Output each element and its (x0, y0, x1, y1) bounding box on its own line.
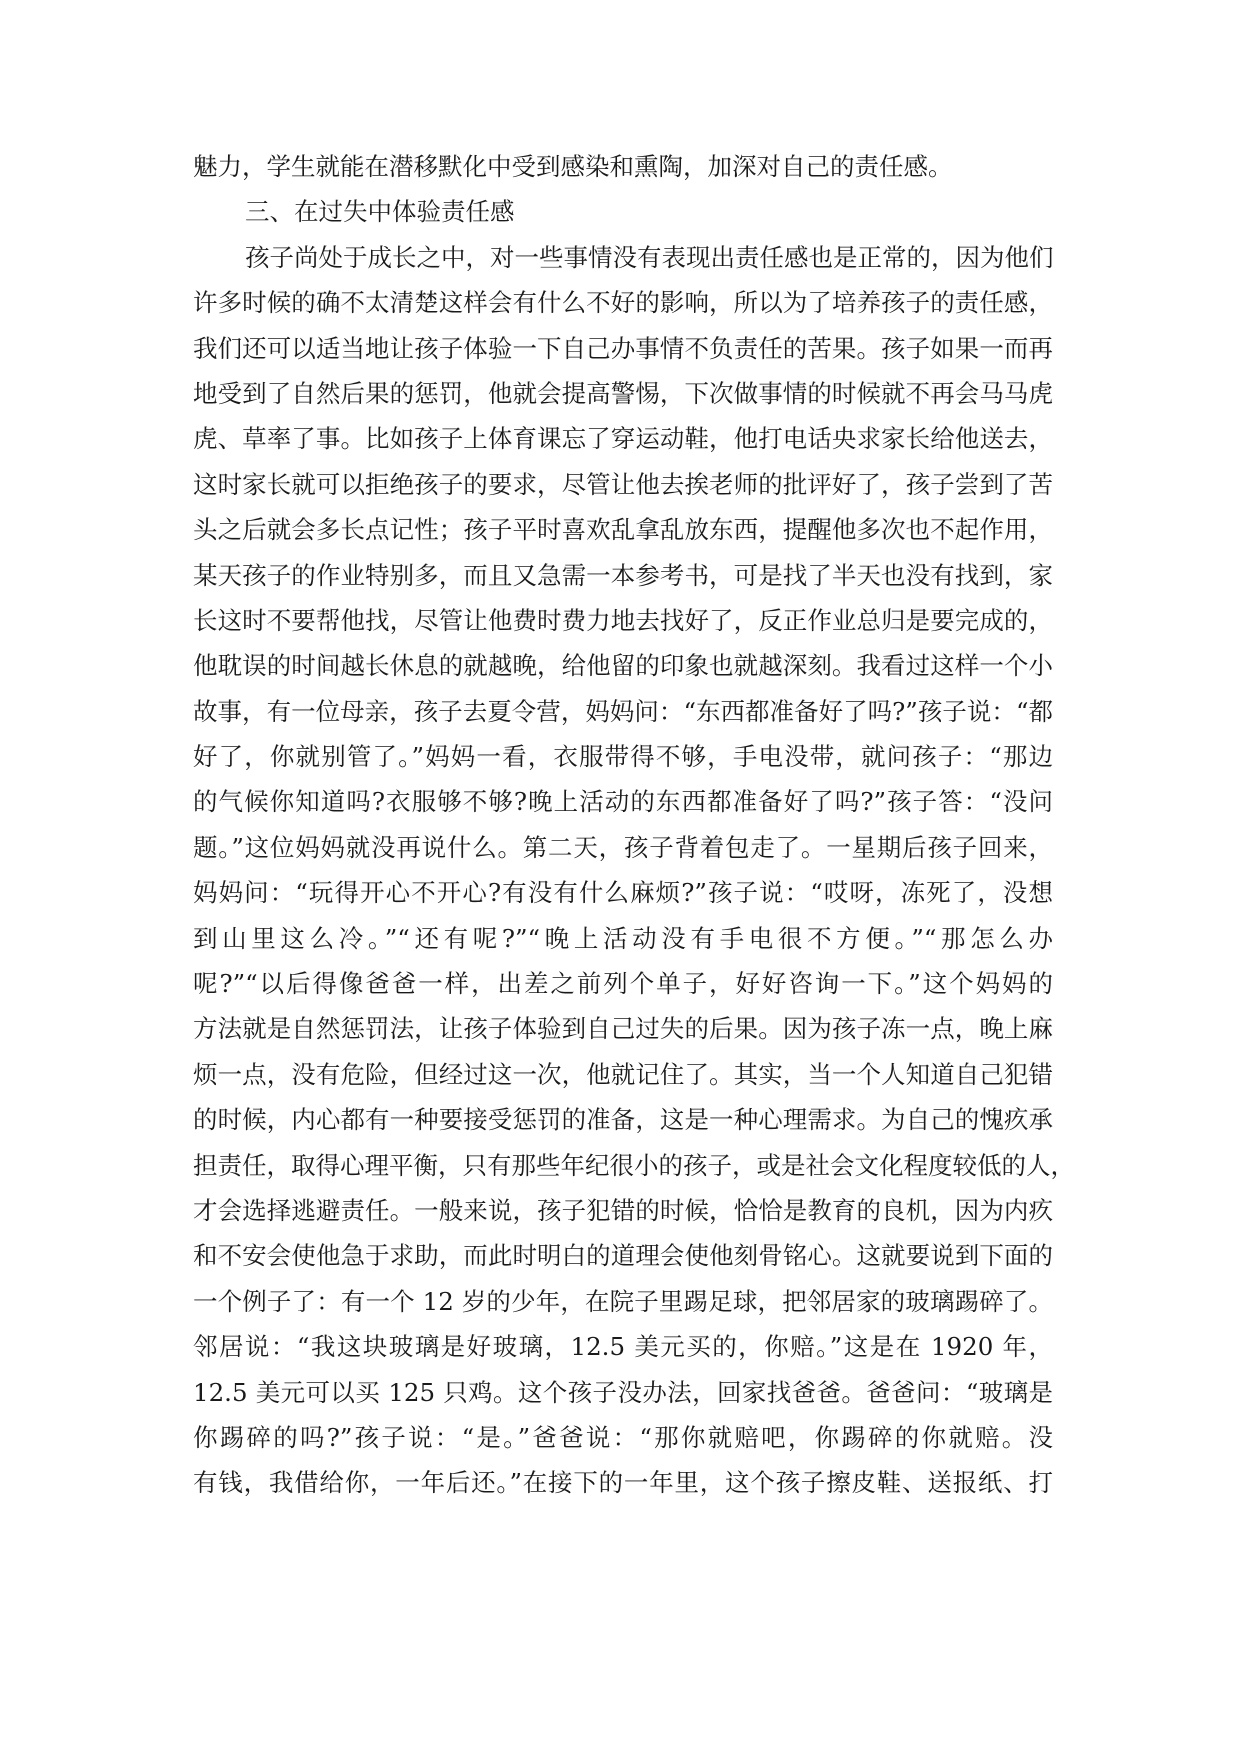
paragraph-line: 12.5 美元可以买 125 只鸡。这个孩子没办法，回家找爸爸。爸爸问：“玻璃是 (193, 1377, 1053, 1407)
paragraph-line: 和不安会使他急于求助，而此时明白的道理会使他刻骨铭心。这就要说到下面的 (193, 1241, 1053, 1271)
paragraph-line: 孩子尚处于成长之中，对一些事情没有表现出责任感也是正常的，因为他们 (245, 242, 1054, 272)
paragraph-line: 烦一点，没有危险，但经过这一次，他就记住了。其实，当一个人知道自己犯错 (193, 1059, 1053, 1089)
paragraph-line: 妈妈问：“玩得开心不开心?有没有什么麻烦?”孩子说：“哎呀，冻死了，没想 (193, 878, 1053, 908)
paragraph-line: 头之后就会多长点记性；孩子平时喜欢乱拿乱放东西，提醒他多次也不起作用， (193, 515, 1053, 545)
paragraph-line: 某天孩子的作业特别多，而且又急需一本参考书，可是找了半天也没有找到，家 (193, 560, 1053, 590)
paragraph-line: 虎、草率了事。比如孩子上体育课忘了穿运动鞋，他打电话央求家长给他送去， (193, 424, 1053, 454)
paragraph-line: 一个例子了：有一个 12 岁的少年，在院子里踢足球，把邻居家的玻璃踢碎了。 (193, 1286, 1053, 1316)
paragraph-line: 担责任，取得心理平衡，只有那些年纪很小的孩子，或是社会文化程度较低的人， (193, 1150, 1075, 1180)
paragraph-line: 到山里这么冷。”“还有呢?”“晚上活动没有手电很不方便。”“那怎么办 (193, 923, 1053, 953)
paragraph-line: 才会选择逃避责任。一般来说，孩子犯错的时候，恰恰是教育的良机，因为内疚 (193, 1195, 1053, 1225)
body-text (193, 144, 1075, 1506)
paragraph-line: 地受到了自然后果的惩罚，他就会提高警惕，下次做事情的时候就不再会马马虎 (193, 378, 1053, 408)
paragraph-line: 这时家长就可以拒绝孩子的要求，尽管让他去挨老师的批评好了，孩子尝到了苦 (193, 469, 1053, 499)
paragraph-line: 他耽误的时间越长休息的就越晚，给他留的印象也就越深刻。我看过这样一个小 (193, 651, 1053, 681)
paragraph-line: 故事，有一位母亲，孩子去夏令营，妈妈问：“东西都准备好了吗?”孩子说：“都 (193, 696, 1053, 726)
paragraph-line: 有钱，我借给你，一年后还。”在接下的一年里，这个孩子擦皮鞋、送报纸、打 (193, 1468, 1053, 1498)
paragraph-line: 呢?”“以后得像爸爸一样，出差之前列个单子，好好咨询一下。”这个妈妈的 (193, 969, 1053, 999)
paragraph-line: 许多时候的确不太清楚这样会有什么不好的影响，所以为了培养孩子的责任感， (193, 288, 1053, 318)
paragraph-line: 魅力，学生就能在潜移默化中受到感染和熏陶，加深对自己的责任感。 (193, 152, 953, 181)
paragraph-line: 题。”这位妈妈就没再说什么。第二天，孩子背着包走了。一星期后孩子回来， (193, 832, 1053, 862)
section-heading: 三、在过失中体验责任感 (245, 197, 515, 227)
paragraph-line: 好了，你就别管了。”妈妈一看，衣服带得不够，手电没带，就问孩子：“那边 (193, 742, 1053, 772)
paragraph-line: 的气候你知道吗?衣服够不够?晚上活动的东西都准备好了吗?”孩子答：“没问 (193, 787, 1053, 817)
paragraph-line: 长这时不要帮他找，尽管让他费时费力地去找好了，反正作业总归是要完成的， (193, 605, 1053, 635)
paragraph-line: 你踢碎的吗?”孩子说：“是。”爸爸说：“那你就赔吧，你踢碎的你就赔。没 (193, 1422, 1053, 1452)
paragraph-line: 的时候，内心都有一种要接受惩罚的准备，这是一种心理需求。为自己的愧疚承 (193, 1105, 1053, 1135)
paragraph-line: 方法就是自然惩罚法，让孩子体验到自己过失的后果。因为孩子冻一点，晚上麻 (193, 1014, 1053, 1044)
paragraph-line: 我们还可以适当地让孩子体验一下自己办事情不负责任的苦果。孩子如果一而再 (193, 333, 1053, 363)
paragraph-line: 邻居说：“我这块玻璃是好玻璃，12.5 美元买的，你赔。”这是在 1920 年， (193, 1332, 1053, 1362)
